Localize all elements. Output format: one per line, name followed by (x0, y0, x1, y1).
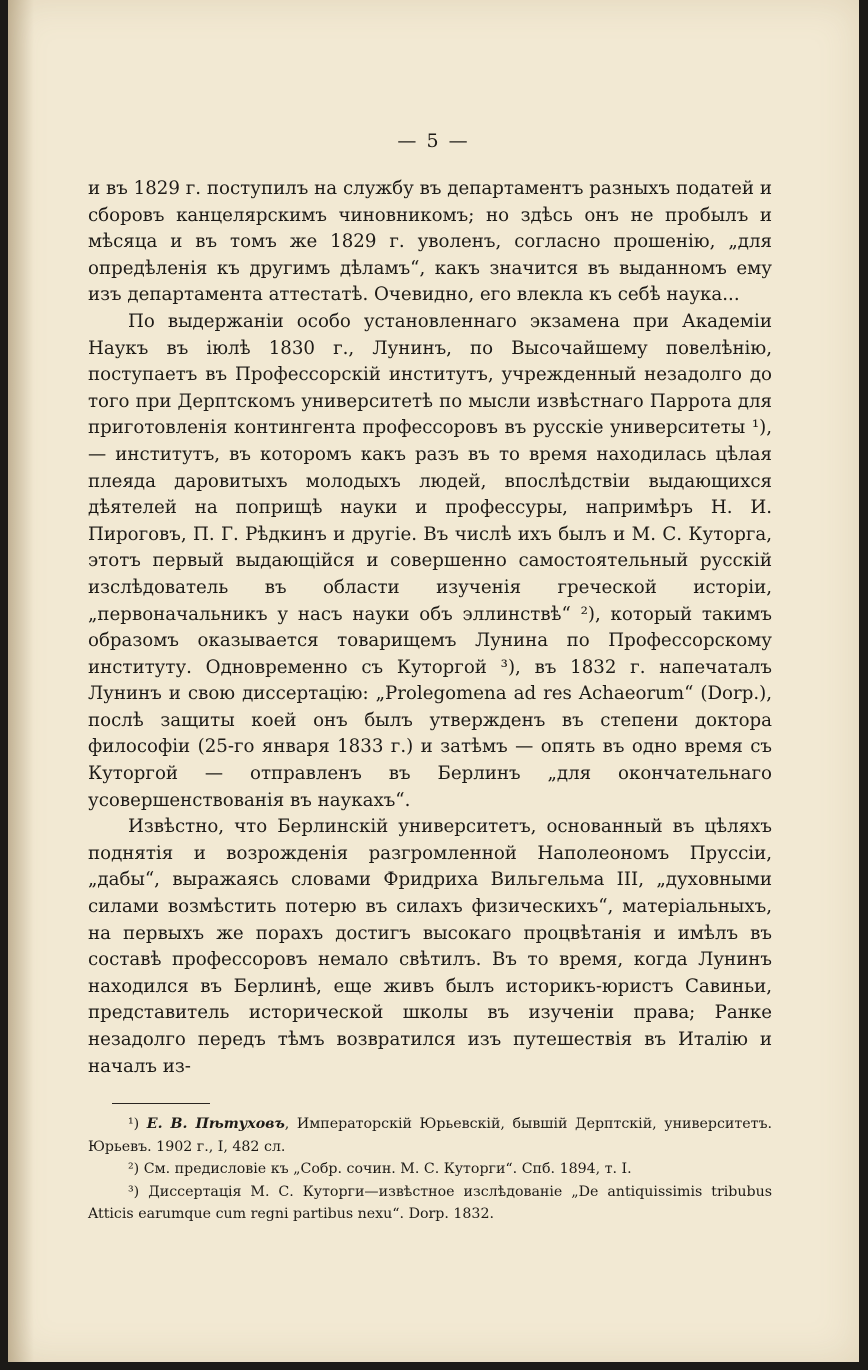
page-gutter-shade (8, 0, 34, 1362)
page-number: — 5 — (397, 130, 470, 152)
book-page (8, 0, 859, 1362)
main-text (88, 176, 772, 1080)
footnote-text: Диссертація М. С. Куторги—извѣстное изслѣдованіе „De antiquissimis tribubus Atticis earumque cum regni partibus nexu“. Dorp. 1832. (88, 1183, 773, 1222)
footnotes (88, 1113, 772, 1226)
footnote-2 (88, 1158, 772, 1181)
footnote-author: Е. В. Пѣтуховъ (146, 1116, 285, 1132)
footnote-text: См. предисловіе къ „Собр. сочин. М. С. Куторги“. Спб. 1894, т. I. (143, 1161, 632, 1177)
paragraph-1: и въ 1829 г. поступилъ на службу въ департаментъ разныхъ податей и сборовъ канцелярскимъ чиновникомъ; но здѣсь онъ не пробылъ и мѣсяца и въ томъ же 1829 г. уволенъ, согласно прошенію, „для опредѣленія къ другимъ дѣламъ“, какъ значится въ выданномъ ему изъ департамента аттестатѣ. Очевидно, его влекла къ себѣ наука... (88, 178, 772, 306)
paragraph-3: Извѣстно, что Берлинскій университетъ, основанный въ цѣляхъ поднятія и возрожденія разгромленной Наполеономъ Пруссіи, „дабы“, выражаясь словами Фридриха Вильгельма III, „духовными силами возмѣстить потерю въ силахъ физическихъ“, матеріальныхъ, на первыхъ же порахъ достигъ высокаго процвѣтанія и имѣлъ въ составѣ профессоровъ немало свѣтилъ. Въ то время, когда Лунинъ находился въ Берлинѣ, еще живъ былъ историкъ-юристъ Савиньи, представитель исторической школы въ изученіи права; Ранке незадолго передъ тѣмъ возвратился изъ путешествія въ Италію и началъ из- (88, 816, 772, 1077)
footnote-1 (88, 1113, 772, 1158)
footnote-mark: ¹) (128, 1116, 140, 1132)
footnote-mark: ³) (128, 1183, 140, 1200)
footnote-text: , Императорскій Юрьевскій, бывшій Дерптскій, университетъ. Юрьевъ. 1902 г., I, 482 сл. (88, 1116, 772, 1155)
footnote-3 (88, 1181, 772, 1226)
footnote-mark: ²) (128, 1161, 140, 1177)
paragraph-2: По выдержаніи особо установленнаго экзамена при Академіи Наукъ въ іюлѣ 1830 г., Лунинъ, по Высочайшему повелѣнію, поступаетъ въ Профессорскій институтъ, учрежденный незадолго до того при Дерптскомъ университетѣ по мысли извѣстнаго Паррота для приготовленія контингента профессоровъ въ русскіе университеты ¹), — институтъ, въ которомъ какъ разъ въ то время находилась цѣлая плеяда даровитыхъ молодыхъ людей, впослѣдствіи выдающихся дѣятелей на поприщѣ науки и профессуры, напримѣръ Н. И. Пироговъ, П. Г. Рѣдкинъ и другіе. Въ числѣ ихъ былъ и М. С. Куторга, этотъ первый выдающійся и совершенно самостоятельный русскій изслѣдователь въ области изученія греческой исторіи, „первоначальникъ у насъ науки объ эллинствѣ“ ²), который такимъ образомъ оказывается товарищемъ Лунина по Профессорскому институту. Одновременно съ Куторгой ³), въ 1832 г. напечаталъ Лунинъ и свою диссертацію: „Prolegomena ad res Achaeorum“ (Dorp.), послѣ защиты коей онъ былъ утвержденъ въ степени доктора философіи (25-го января 1833 г.) и затѣмъ — опять въ одно время съ Куторгой — отправленъ въ Берлинъ „для окончательнаго усовершенствованія въ наукахъ“. (88, 310, 772, 811)
footnote-separator (112, 1103, 210, 1104)
